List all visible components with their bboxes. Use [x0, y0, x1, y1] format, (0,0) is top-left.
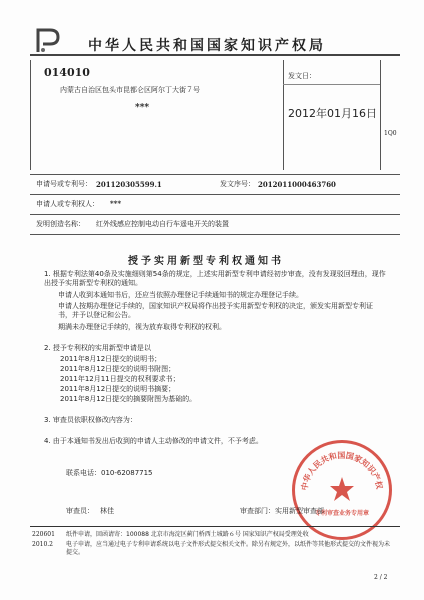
paragraph-4: 4. 由于本通知书发出后收到的申请人主动修改的申请文件，不予考虑。: [44, 437, 263, 445]
notice-heading: 授予实用新型专利权通知书: [128, 256, 284, 267]
app-no: 201120305599.1: [96, 180, 162, 189]
contact-phone: 联系电话：010-62087715: [66, 469, 153, 477]
box-divider: [283, 60, 284, 170]
form-code: 220601: [32, 531, 55, 538]
recipient-address: 内蒙古自治区包头市昆都仑区阿尔丁大街７号: [60, 86, 200, 94]
examiner-label: 审查员：: [66, 507, 94, 515]
line-a: 申请人收到本通知书后，还应当依照办理登记手续通知书的规定办理登记手续。: [58, 291, 303, 299]
issue-date: 2012年01月16日: [288, 107, 377, 120]
page-number: 2 / 2: [374, 574, 388, 581]
paragraph-2: 2. 授予专利权的实用新型申请是以: [44, 344, 151, 352]
app-no-label: 申请号或专利号：: [36, 180, 92, 188]
line-b: 申请人按期办理登记手续的，国家知识产权局将作出授予实用新型专利权的决定，颁发实用新型专利证书，并予以登记和公告。: [58, 302, 373, 319]
seal-graphic: [295, 443, 389, 537]
footer-rule: [30, 526, 400, 527]
paragraph-1: 1. 根据专利法第40条及实施细则第54条的规定，上述实用新型专利申请经初步审查，没有发现驳回理由，现作出授予实用新型专利权的通知。: [44, 270, 386, 287]
recipient-name: ***: [135, 103, 150, 113]
invention-title: 红外线感应控制电动自行车遥电开关的装置: [96, 220, 229, 228]
sipo-logo-icon: [34, 26, 64, 56]
footer-note-1: 纸件申请，回函请寄：100088 北京市海淀区蓟门桥西土城路６号 国家知识产权局受理处收: [66, 531, 309, 538]
row-rule-1: [30, 174, 400, 175]
line-c: 期满未办理登记手续的，视为放弃取得专利权的权利。: [58, 323, 226, 331]
form-date: 2010.2: [32, 541, 53, 548]
doc-item: 2011年8月12日提交的说明书附图；: [60, 365, 176, 373]
date-rule: [283, 84, 380, 85]
postal-code: 014010: [44, 66, 90, 79]
seal-svg: [295, 443, 389, 537]
box-left: [30, 60, 31, 170]
office-name: 中华人民共和国国家知识产权局: [88, 38, 326, 54]
header-rule: [30, 54, 400, 56]
doc-item: 2011年8月12日提交的摘要附图为基础的。: [60, 395, 197, 403]
row-rule-3: [30, 214, 400, 215]
doc-item: 2011年8月12日提交的说明书；: [60, 355, 162, 363]
doc-no: 2012011000463760: [258, 180, 336, 189]
doc-item: 2011年8月12日提交的说明书摘要；: [60, 385, 176, 393]
side-code: 1Q0: [384, 130, 397, 137]
footer-note-2: 电子申请，应当通过电子专利申请系统以电子文件形式提交相关文件。除另有规定外，以纸件等其他形式提交的文件视为未提交。: [66, 541, 391, 556]
issue-date-label: 发文日：: [288, 72, 316, 80]
box-right: [380, 60, 381, 170]
svg-text:专利审查业务专用章: 专利审查业务专用章: [314, 510, 370, 517]
applicant: ***: [110, 199, 121, 208]
title-label: 发明创造名称：: [36, 220, 85, 228]
row-rule-4: [30, 234, 400, 235]
examiner-name: 林佳: [100, 507, 114, 515]
doc-no-label: 发文序号：: [220, 180, 255, 188]
paragraph-3: 3. 审查员依职权修改内容为：: [44, 416, 137, 424]
row-rule-2: [30, 194, 400, 195]
svg-text:中华人民共和国国家知识产权局: 中华人民共和国国家知识产权: [299, 450, 384, 492]
exam-department: 审查部门：实用新型审查部: [240, 507, 324, 515]
applicant-label: 申请人或专利权人：: [36, 200, 99, 208]
doc-item: 2011年12月11日提交的权利要求书；: [60, 375, 180, 383]
official-seal: [292, 440, 392, 540]
